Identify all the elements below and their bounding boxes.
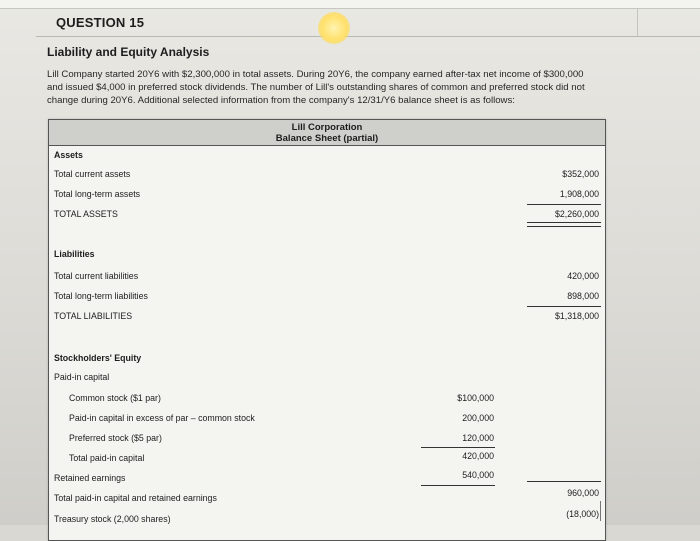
- sum-rule: [421, 447, 495, 448]
- asset-row-amount: $352,000: [562, 169, 599, 179]
- treasury-stock-amount: (18,000): [566, 509, 599, 519]
- sum-rule: [527, 481, 601, 482]
- equity-subtotal-label: Total paid-in capital: [69, 453, 145, 463]
- question-marker: [36, 8, 42, 36]
- sum-rule: [527, 306, 601, 307]
- question-points-box: [637, 8, 700, 36]
- question-title: QUESTION 15: [56, 15, 145, 30]
- equity-row-label: Common stock ($1 par): [69, 393, 161, 403]
- balance-sheet-header: [49, 120, 605, 146]
- sum-rule: [527, 204, 601, 205]
- question-paragraph: [47, 68, 667, 107]
- asset-row-amount: 1,908,000: [559, 189, 599, 199]
- paragraph-line: change during 20Y6. Additional selected information from the company's 12/31/Y6 balance sheet is as follows:: [47, 95, 515, 106]
- asset-total-label: TOTAL ASSETS: [54, 209, 118, 219]
- camera-flash-glare: [318, 12, 350, 44]
- liabilities-header: Liabilities: [54, 249, 95, 259]
- equity-row-amount: 200,000: [462, 413, 494, 423]
- liability-row-amount: 420,000: [567, 271, 599, 281]
- paid-in-capital-label: Paid-in capital: [54, 372, 110, 382]
- liability-total-amount: $1,318,000: [554, 311, 599, 321]
- liability-row-amount: 898,000: [567, 291, 599, 301]
- asset-total-amount: $2,260,000: [554, 209, 599, 219]
- equity-header: Stockholders' Equity: [54, 353, 142, 363]
- assets-header: Assets: [54, 150, 83, 160]
- equity-subtotal-amount: 420,000: [462, 451, 494, 461]
- asset-row-label: Total long-term assets: [54, 189, 141, 199]
- balance-sheet-table: [48, 119, 606, 541]
- total-double-rule: [527, 222, 601, 227]
- liability-row-label: Total long-term liabilities: [54, 291, 148, 301]
- retained-earnings-label: Retained earnings: [54, 473, 126, 483]
- liability-total-label: TOTAL LIABILITIES: [54, 311, 133, 321]
- question-header: [36, 8, 700, 37]
- treasury-stock-label: Treasury stock (2,000 shares): [54, 514, 171, 524]
- equity-row-label: Paid-in capital in excess of par – common stock: [69, 413, 255, 423]
- paragraph-line: Lill Company started 20Y6 with $2,300,000 in total assets. During 20Y6, the company earned after-tax net income of $300,000: [47, 69, 584, 80]
- equity-row-amount: 120,000: [462, 433, 494, 443]
- company-name: Lill Corporation: [291, 122, 363, 133]
- section-title: Liability and Equity Analysis: [47, 45, 210, 59]
- equity-total-amount: 960,000: [567, 488, 599, 498]
- sum-rule: [421, 485, 495, 486]
- retained-earnings-amount: 540,000: [462, 470, 494, 480]
- liability-row-label: Total current liabilities: [54, 271, 139, 281]
- equity-row-amount: $100,000: [457, 393, 494, 403]
- equity-total-label: Total paid-in capital and retained earnings: [54, 493, 217, 503]
- asset-row-label: Total current assets: [54, 169, 131, 179]
- equity-row-label: Preferred stock ($5 par): [69, 433, 162, 443]
- column-edge: [600, 501, 601, 521]
- paragraph-line: and issued $4,000 in preferred stock dividends. The number of Lill's outstanding shares of common and preferred stock did not: [47, 82, 585, 93]
- sheet-title: Balance Sheet (partial): [275, 133, 379, 144]
